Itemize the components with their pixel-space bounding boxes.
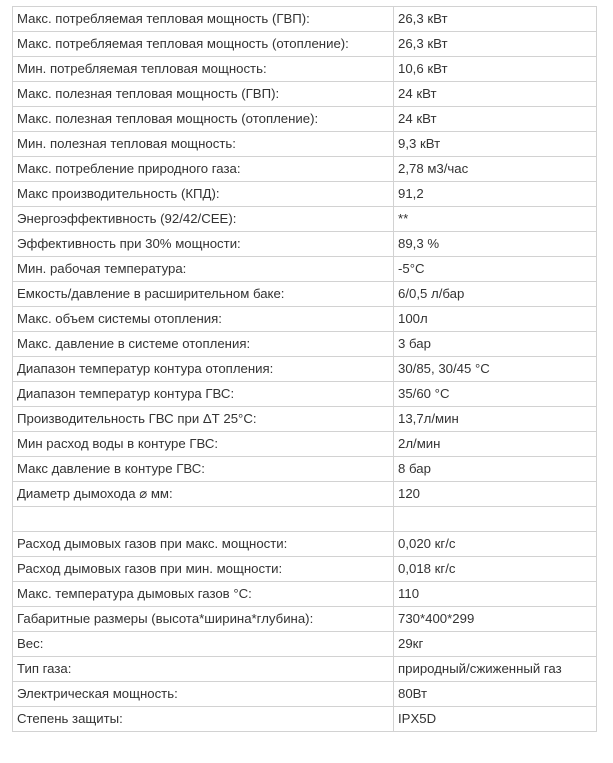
spec-label: Диапазон температур контура ГВС: <box>13 382 394 407</box>
spec-label: Макс давление в контуре ГВС: <box>13 457 394 482</box>
table-row <box>13 582 597 607</box>
spec-value: 120 <box>394 482 597 507</box>
table-row <box>13 557 597 582</box>
table-row <box>13 107 597 132</box>
spec-label: Мин. рабочая температура: <box>13 257 394 282</box>
spec-label: Макс. потребление природного газа: <box>13 157 394 182</box>
spec-label: Емкость/давление в расширительном баке: <box>13 282 394 307</box>
spec-label: Степень защиты: <box>13 707 394 732</box>
table-row <box>13 707 597 732</box>
table-row <box>13 632 597 657</box>
table-row <box>13 532 597 557</box>
spec-label: Макс. потребляемая тепловая мощность (ГВП): <box>13 7 394 32</box>
spec-value: 6/0,5 л/бар <box>394 282 597 307</box>
spec-label: Макс. давление в системе отопления: <box>13 332 394 357</box>
table-row <box>13 357 597 382</box>
spec-label: Мин расход воды в контуре ГВС: <box>13 432 394 457</box>
table-row <box>13 457 597 482</box>
spec-value <box>394 507 597 532</box>
spec-label: Макс. объем системы отопления: <box>13 307 394 332</box>
spec-label: Макс. полезная тепловая мощность (отопление): <box>13 107 394 132</box>
spec-label: Расход дымовых газов при макс. мощности: <box>13 532 394 557</box>
spec-label: Мин. потребляемая тепловая мощность: <box>13 57 394 82</box>
table-row <box>13 257 597 282</box>
spec-value: 3 бар <box>394 332 597 357</box>
spec-value: 8 бар <box>394 457 597 482</box>
spec-value: 9,3 кВт <box>394 132 597 157</box>
spec-value: -5°С <box>394 257 597 282</box>
spec-value: 2л/мин <box>394 432 597 457</box>
table-row <box>13 82 597 107</box>
spec-label: Мин. полезная тепловая мощность: <box>13 132 394 157</box>
spec-label: Габаритные размеры (высота*ширина*глубина): <box>13 607 394 632</box>
spec-value: 24 кВт <box>394 82 597 107</box>
spec-value: 0,020 кг/с <box>394 532 597 557</box>
table-row <box>13 232 597 257</box>
spec-value: 35/60 °С <box>394 382 597 407</box>
spec-value: 26,3 кВт <box>394 7 597 32</box>
spec-value: 91,2 <box>394 182 597 207</box>
table-row <box>13 657 597 682</box>
table-row <box>13 282 597 307</box>
table-row <box>13 432 597 457</box>
spec-value: 13,7л/мин <box>394 407 597 432</box>
spec-label: Эффективность при 30% мощности: <box>13 232 394 257</box>
spec-value: 30/85, 30/45 °С <box>394 357 597 382</box>
specs-table <box>12 6 597 732</box>
spec-label <box>13 507 394 532</box>
spec-value: природный/сжиженный газ <box>394 657 597 682</box>
table-row <box>13 332 597 357</box>
spec-value: 100л <box>394 307 597 332</box>
table-row <box>13 32 597 57</box>
spec-label: Тип газа: <box>13 657 394 682</box>
spec-value: IPX5D <box>394 707 597 732</box>
spec-label: Производительность ГВС при ΔТ 25°С: <box>13 407 394 432</box>
spec-label: Электрическая мощность: <box>13 682 394 707</box>
spec-value: 26,3 кВт <box>394 32 597 57</box>
table-row <box>13 57 597 82</box>
table-row <box>13 157 597 182</box>
spec-value: 29кг <box>394 632 597 657</box>
spec-value: ** <box>394 207 597 232</box>
spec-label: Макс производительность (КПД): <box>13 182 394 207</box>
spec-value: 24 кВт <box>394 107 597 132</box>
table-row <box>13 7 597 32</box>
spec-value: 110 <box>394 582 597 607</box>
spec-label: Макс. температура дымовых газов °С: <box>13 582 394 607</box>
spec-label: Макс. полезная тепловая мощность (ГВП): <box>13 82 394 107</box>
spec-label: Макс. потребляемая тепловая мощность (отопление): <box>13 32 394 57</box>
spec-value: 10,6 кВт <box>394 57 597 82</box>
spec-value: 2,78 м3/час <box>394 157 597 182</box>
spec-label: Диаметр дымохода ⌀ мм: <box>13 482 394 507</box>
spec-label: Расход дымовых газов при мин. мощности: <box>13 557 394 582</box>
table-row <box>13 182 597 207</box>
spec-value: 80Вт <box>394 682 597 707</box>
spec-value: 730*400*299 <box>394 607 597 632</box>
spec-value: 89,3 % <box>394 232 597 257</box>
table-row <box>13 132 597 157</box>
table-row <box>13 682 597 707</box>
table-row <box>13 307 597 332</box>
table-row <box>13 382 597 407</box>
table-row <box>13 207 597 232</box>
table-row <box>13 482 597 507</box>
spec-label: Диапазон температур контура отопления: <box>13 357 394 382</box>
table-row <box>13 607 597 632</box>
table-row <box>13 507 597 532</box>
spec-label: Вес: <box>13 632 394 657</box>
spec-label: Энергоэффективность (92/42/CEE): <box>13 207 394 232</box>
specs-table-body <box>13 7 597 732</box>
table-row <box>13 407 597 432</box>
spec-value: 0,018 кг/с <box>394 557 597 582</box>
